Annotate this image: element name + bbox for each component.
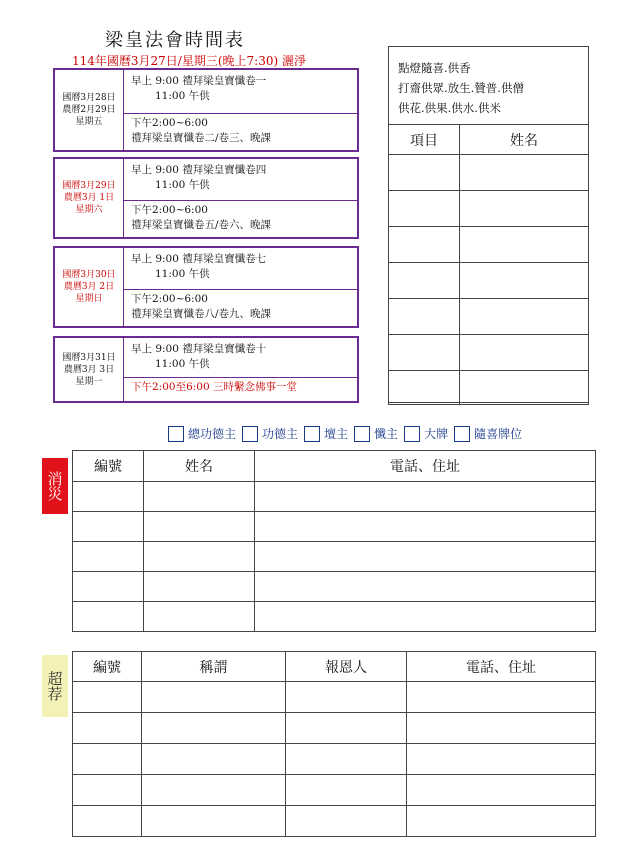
session-line: 下午2:00~6:00 <box>131 117 208 129</box>
morning-session <box>123 159 357 201</box>
table-row <box>73 512 596 542</box>
session-line: 11:00 午供 <box>155 268 210 280</box>
table-cell[interactable] <box>407 713 596 744</box>
checkbox-altar[interactable] <box>304 425 348 442</box>
checkbox-label: 大牌 <box>424 427 449 441</box>
table-cell[interactable] <box>407 744 596 775</box>
table-cell[interactable] <box>389 191 460 227</box>
table-cell[interactable] <box>389 263 460 299</box>
column-header-title: 稱謂 <box>142 652 286 682</box>
table-cell[interactable] <box>389 335 460 371</box>
session-line: 禮拜梁皇寶懺卷二/卷三、晚課 <box>131 132 272 144</box>
table-row <box>73 713 596 744</box>
gregorian-date: 國曆3月29日 <box>62 181 116 191</box>
day-date <box>55 70 124 150</box>
checkbox-label: 總功德主 <box>188 427 237 441</box>
table-cell[interactable] <box>142 775 286 806</box>
column-header-number: 編號 <box>73 451 144 482</box>
session-line: 下午2:00~6:00 <box>131 293 208 305</box>
table-cell[interactable] <box>389 299 460 335</box>
table-cell[interactable] <box>73 482 144 512</box>
day-date <box>55 248 124 326</box>
table-cell[interactable] <box>73 713 142 744</box>
weekday: 星期日 <box>75 294 103 304</box>
checkbox-label: 功德主 <box>262 427 299 441</box>
table-cell[interactable] <box>255 512 596 542</box>
checkbox-icon[interactable] <box>242 426 258 442</box>
gregorian-date: 國曆3月28日 <box>62 93 116 103</box>
chaojian-tag: 超荐 <box>42 655 68 717</box>
xiaozai-tag: 消災 <box>42 458 68 514</box>
session-line: 禮拜梁皇寶懺卷五/卷六、晚課 <box>131 219 272 231</box>
table-cell[interactable] <box>255 542 596 572</box>
schedule-day-1 <box>53 68 359 152</box>
table-cell[interactable] <box>73 572 144 602</box>
checkbox-memorial-tablet[interactable] <box>454 425 522 442</box>
table-cell[interactable] <box>142 744 286 775</box>
afternoon-session <box>123 288 357 326</box>
table-cell[interactable] <box>142 713 286 744</box>
checkbox-label: 懺主 <box>374 427 399 441</box>
table-cell[interactable] <box>144 482 255 512</box>
table-cell[interactable] <box>407 775 596 806</box>
checkbox-merit[interactable] <box>242 425 298 442</box>
day-date <box>55 338 124 401</box>
day-date <box>55 159 124 237</box>
table-cell[interactable] <box>286 744 407 775</box>
table-cell[interactable] <box>144 572 255 602</box>
column-header-number: 編號 <box>73 652 142 682</box>
table-row <box>73 682 596 713</box>
page-subtitle: 114年國曆3月27日/星期三(晚上7:30) 灑淨 <box>72 54 306 68</box>
table-row <box>73 602 596 632</box>
session-line: 11:00 午供 <box>155 179 210 191</box>
schedule-day-3 <box>53 246 359 328</box>
table-cell[interactable] <box>73 775 142 806</box>
checkbox-label: 隨喜牌位 <box>474 427 523 441</box>
session-line: 下午2:00~6:00 <box>131 204 208 216</box>
table-cell[interactable] <box>73 542 144 572</box>
checkbox-total-merit[interactable] <box>168 425 236 442</box>
offering-line: 點燈隨喜.供香 <box>398 61 471 75</box>
session-line: 早上 9:00 禮拜梁皇寶懺卷七 <box>131 253 267 265</box>
afternoon-session <box>123 112 357 150</box>
table-row <box>73 744 596 775</box>
table-cell[interactable] <box>407 682 596 713</box>
sponsor-options <box>168 425 522 442</box>
session-line: 禮拜梁皇寶懺卷八/卷九、晚課 <box>131 308 272 320</box>
afternoon-session <box>123 376 357 401</box>
table-row <box>73 482 596 512</box>
table-cell[interactable] <box>286 682 407 713</box>
session-line: 早上 9:00 禮拜梁皇寶懺卷十 <box>131 343 267 355</box>
table-cell[interactable] <box>389 227 460 263</box>
checkbox-label: 壇主 <box>324 427 349 441</box>
weekday: 星期一 <box>75 376 103 387</box>
table-cell[interactable] <box>144 542 255 572</box>
morning-session <box>123 70 357 114</box>
lunar-date: 農曆3月 1日 <box>63 193 115 203</box>
table-cell[interactable] <box>389 155 460 191</box>
checkbox-tablet[interactable] <box>404 425 448 442</box>
table-cell[interactable] <box>255 602 596 632</box>
table-cell[interactable] <box>255 482 596 512</box>
table-cell[interactable] <box>286 806 407 837</box>
table-cell[interactable] <box>142 682 286 713</box>
table-cell[interactable] <box>389 371 460 405</box>
afternoon-session <box>123 199 357 237</box>
table-cell[interactable] <box>73 744 142 775</box>
table-cell[interactable] <box>73 512 144 542</box>
table-cell[interactable] <box>255 572 596 602</box>
table-cell[interactable] <box>144 602 255 632</box>
morning-session <box>123 338 357 378</box>
session-line: 下午2:00至6:00 三時繫念佛事一堂 <box>131 381 297 393</box>
column-header-item: 項目 <box>389 125 460 155</box>
table-cell[interactable] <box>460 227 589 263</box>
xiaozai-table <box>72 450 596 632</box>
table-cell[interactable] <box>460 191 589 227</box>
gregorian-date: 國曆3月31日 <box>62 352 116 363</box>
session-line: 11:00 午供 <box>155 358 210 370</box>
table-row <box>73 572 596 602</box>
table-cell[interactable] <box>144 512 255 542</box>
table-cell[interactable] <box>460 371 589 405</box>
lunar-date: 農曆2月29日 <box>62 105 116 115</box>
checkbox-repentance[interactable] <box>354 425 398 442</box>
morning-session <box>123 248 357 290</box>
column-header-contact: 電話、住址 <box>255 451 596 482</box>
column-header-benefactor: 報恩人 <box>286 652 407 682</box>
table-cell[interactable] <box>460 299 589 335</box>
weekday: 星期五 <box>75 117 103 127</box>
session-line: 早上 9:00 禮拜梁皇寶懺卷四 <box>131 164 267 176</box>
weekday: 星期六 <box>75 205 103 215</box>
table-cell[interactable] <box>460 335 589 371</box>
schedule-day-4 <box>53 336 359 403</box>
table-row <box>73 775 596 806</box>
column-header-contact: 電話、住址 <box>407 652 596 682</box>
table-cell[interactable] <box>73 602 144 632</box>
checkbox-icon[interactable] <box>404 426 420 442</box>
offerings-text <box>398 58 584 118</box>
offering-line: 打齋供眾.放生.贊普.供僧 <box>398 81 524 95</box>
session-line: 11:00 午供 <box>155 90 210 102</box>
checkbox-icon[interactable] <box>304 426 320 442</box>
table-cell[interactable] <box>407 806 596 837</box>
table-row <box>73 542 596 572</box>
table-cell[interactable] <box>73 806 142 837</box>
schedule-day-2 <box>53 157 359 239</box>
gregorian-date: 國曆3月30日 <box>62 270 116 280</box>
table-cell[interactable] <box>142 806 286 837</box>
table-cell[interactable] <box>460 263 589 299</box>
lunar-date: 農曆3月 2日 <box>63 282 115 292</box>
column-header-name: 姓名 <box>460 125 589 155</box>
column-header-name: 姓名 <box>144 451 255 482</box>
session-line: 早上 9:00 禮拜梁皇寶懺卷一 <box>131 75 267 87</box>
table-cell[interactable] <box>460 155 589 191</box>
checkbox-icon[interactable] <box>168 426 184 442</box>
checkbox-icon[interactable] <box>354 426 370 442</box>
offering-line: 供花.供果.供水.供米 <box>398 101 501 115</box>
table-cell[interactable] <box>286 713 407 744</box>
checkbox-icon[interactable] <box>454 426 470 442</box>
table-cell[interactable] <box>73 682 142 713</box>
table-row <box>73 806 596 837</box>
lunar-date: 農曆3月 3日 <box>63 364 115 375</box>
table-cell[interactable] <box>286 775 407 806</box>
offerings-table <box>388 124 589 405</box>
chaojian-table <box>72 651 596 837</box>
page-title: 梁皇法會時間表 <box>105 30 245 51</box>
